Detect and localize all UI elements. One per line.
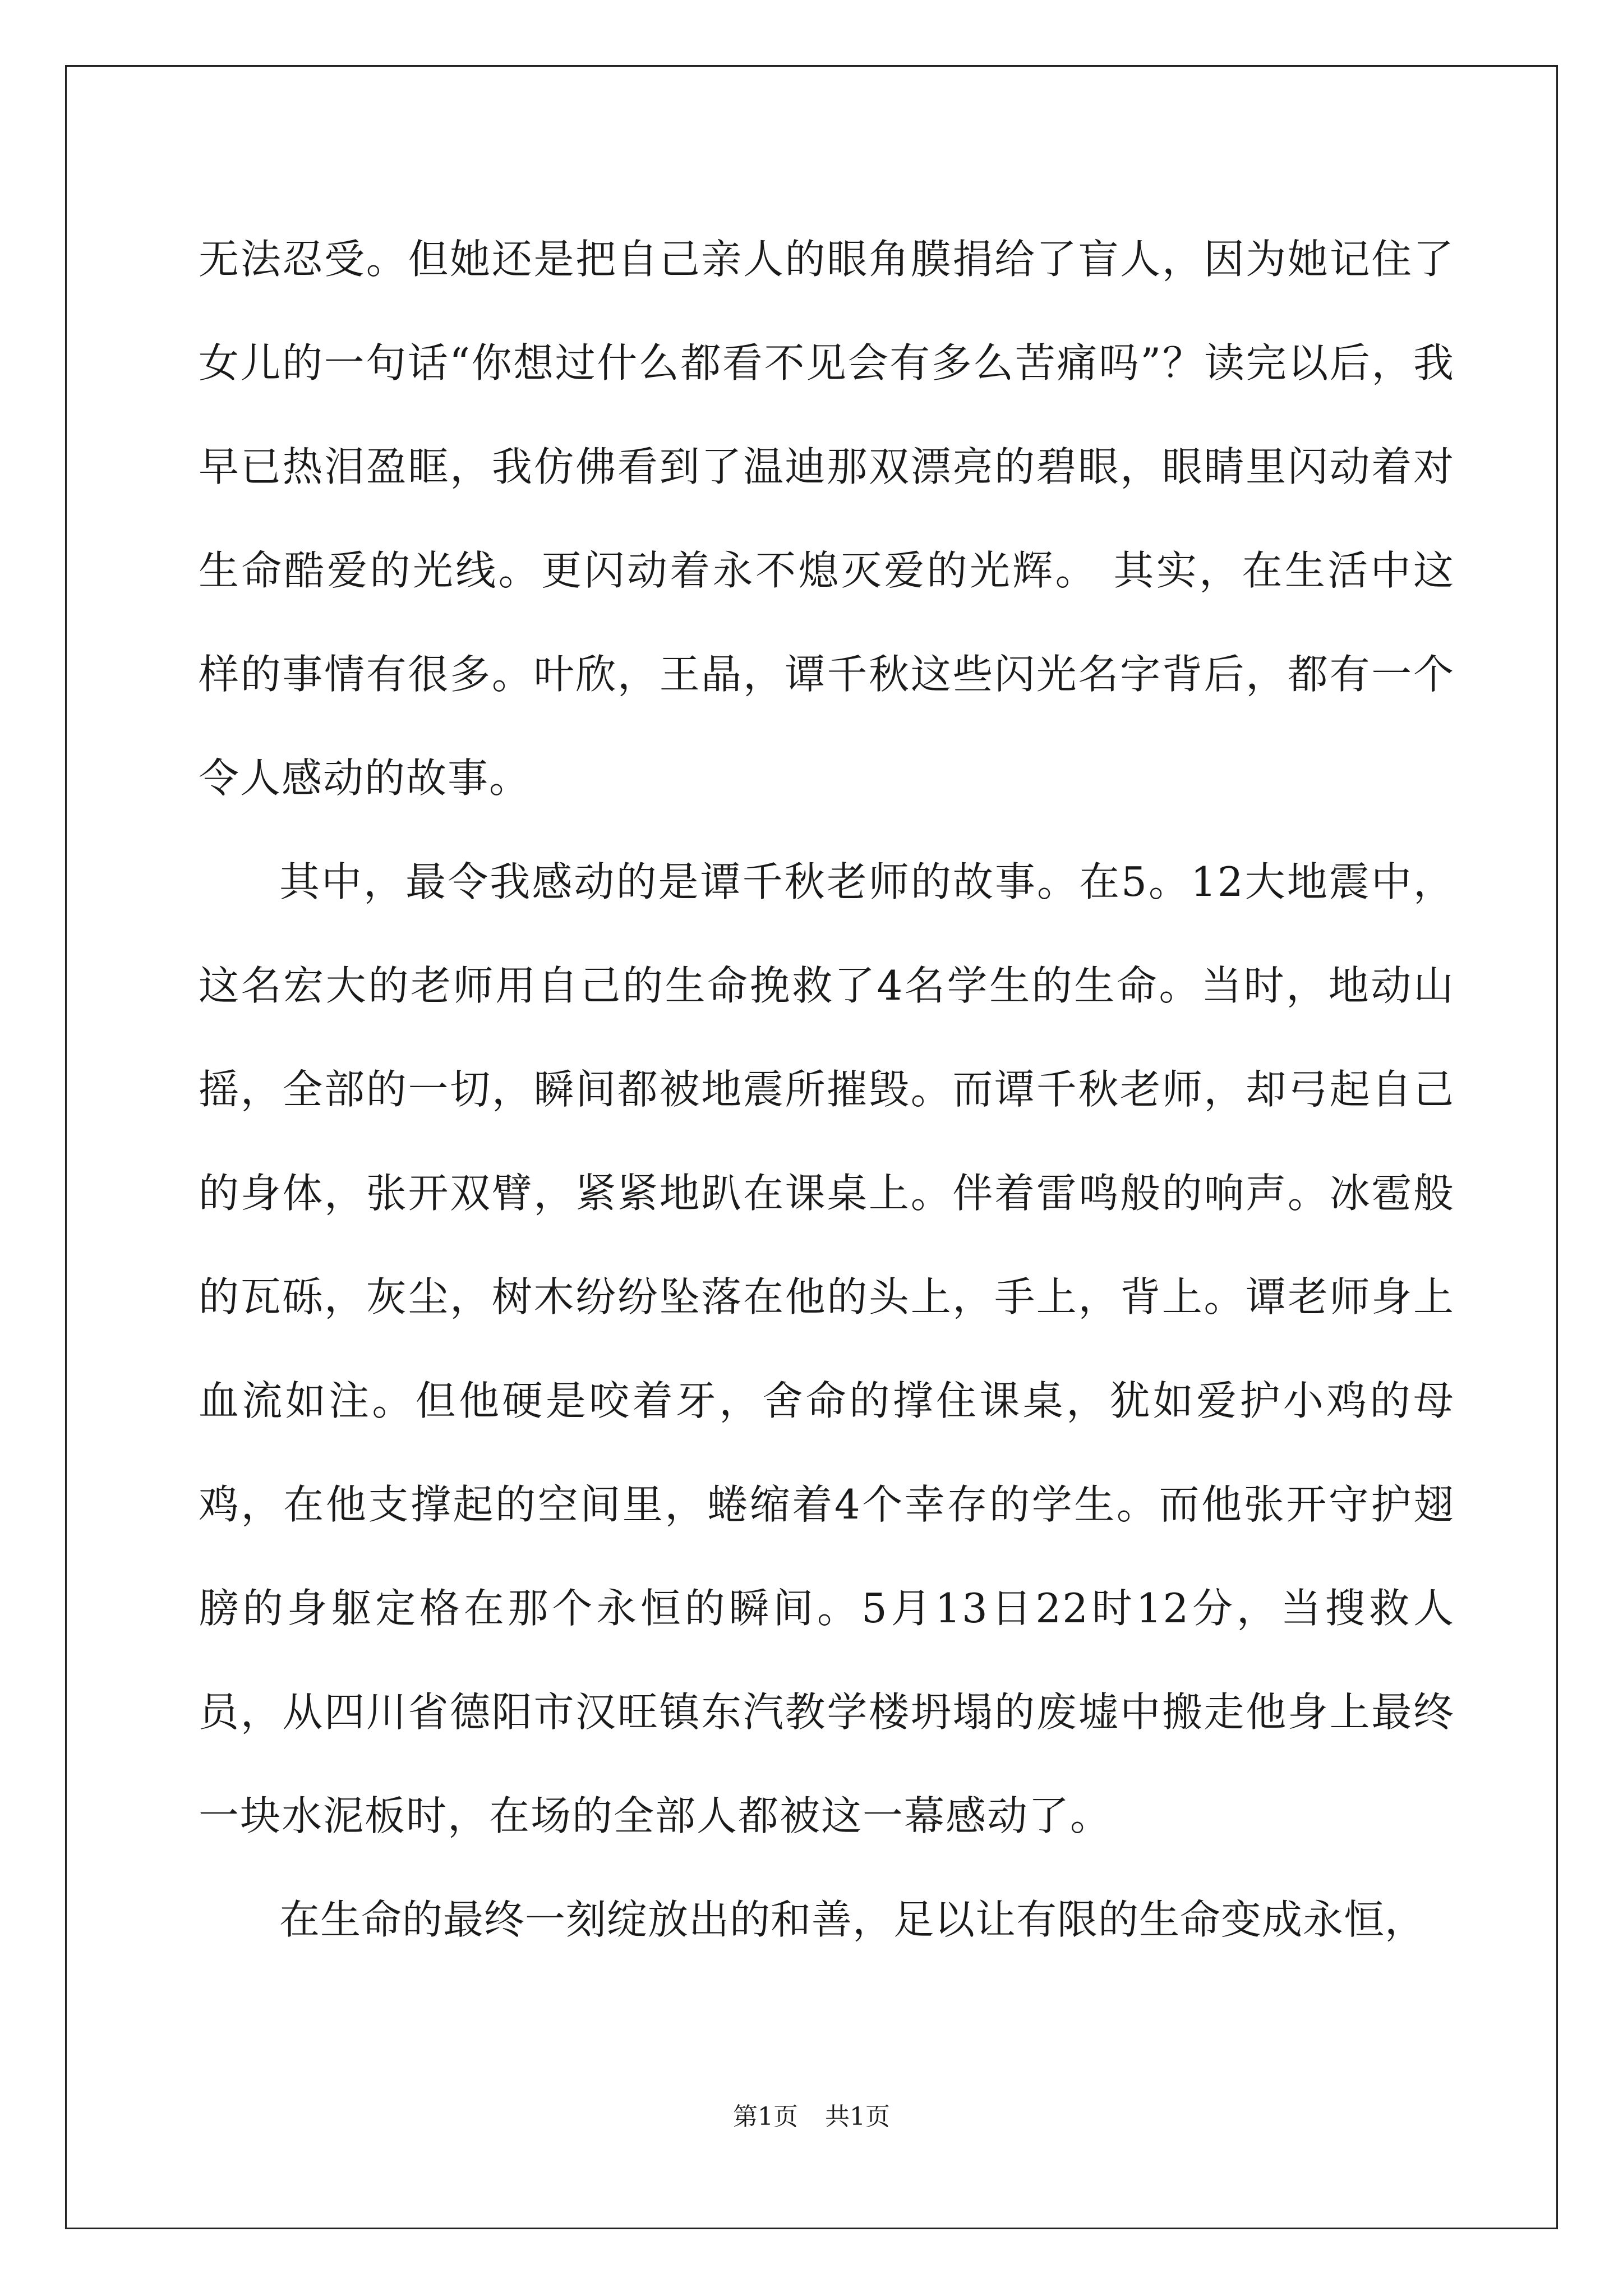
document-body bbox=[199, 208, 1455, 1972]
page-footer bbox=[0, 2100, 1623, 2134]
page-total: 共1页 bbox=[825, 2102, 890, 2131]
paragraph-1: 无法忍受。但她还是把自己亲人的眼角膜捐给了盲人，因为她记住了女儿的一句话“你想过什么都看不见会有多么苦痛吗”？读完以后，我早已热泪盈眶，我仿佛看到了温迪那双漂亮的碧眼，眼睛里闪动着对生命酷爱的光线。更闪动着永不熄灭爱的光辉。 其实，在生活中这样的事情有很多。叶欣，王晶，谭千秋这些闪光名字背后，都有一个令人感动的故事。 bbox=[199, 236, 1455, 802]
paragraph-3: 在生命的最终一刻绽放出的和善，足以让有限的生命变成永恒， bbox=[279, 1896, 1426, 1943]
page-number: 第1页 bbox=[733, 2102, 798, 2131]
paragraph-2: 其中，最令我感动的是谭千秋老师的故事。在5。12大地震中，这名宏大的老师用自己的生命挽救了4名学生的生命。当时，地动山摇，全部的一切，瞬间都被地震所摧毁。而谭千秋老师，却弓起自己的身体，张开双臂，紧紧地趴在课桌上。伴着雷鸣般的响声。冰雹般的瓦砾，灰尘，树木纷纷坠落在他的头上，手上，背上。谭老师身上血流如注。但他硬是咬着牙，舍命的撑住课桌，犹如爱护小鸡的母鸡，在他支撑起的空间里，蜷缩着4个幸存的学生。而他张开守护翅膀的身躯定格在那个永恒的瞬间。5月13日22时12分，当搜救人员，从四川省德阳市汉旺镇东汽教学楼坍塌的废墟中搬走他身上最终一块水泥板时，在场的全部人都被这一幕感动了。 bbox=[199, 858, 1455, 1839]
